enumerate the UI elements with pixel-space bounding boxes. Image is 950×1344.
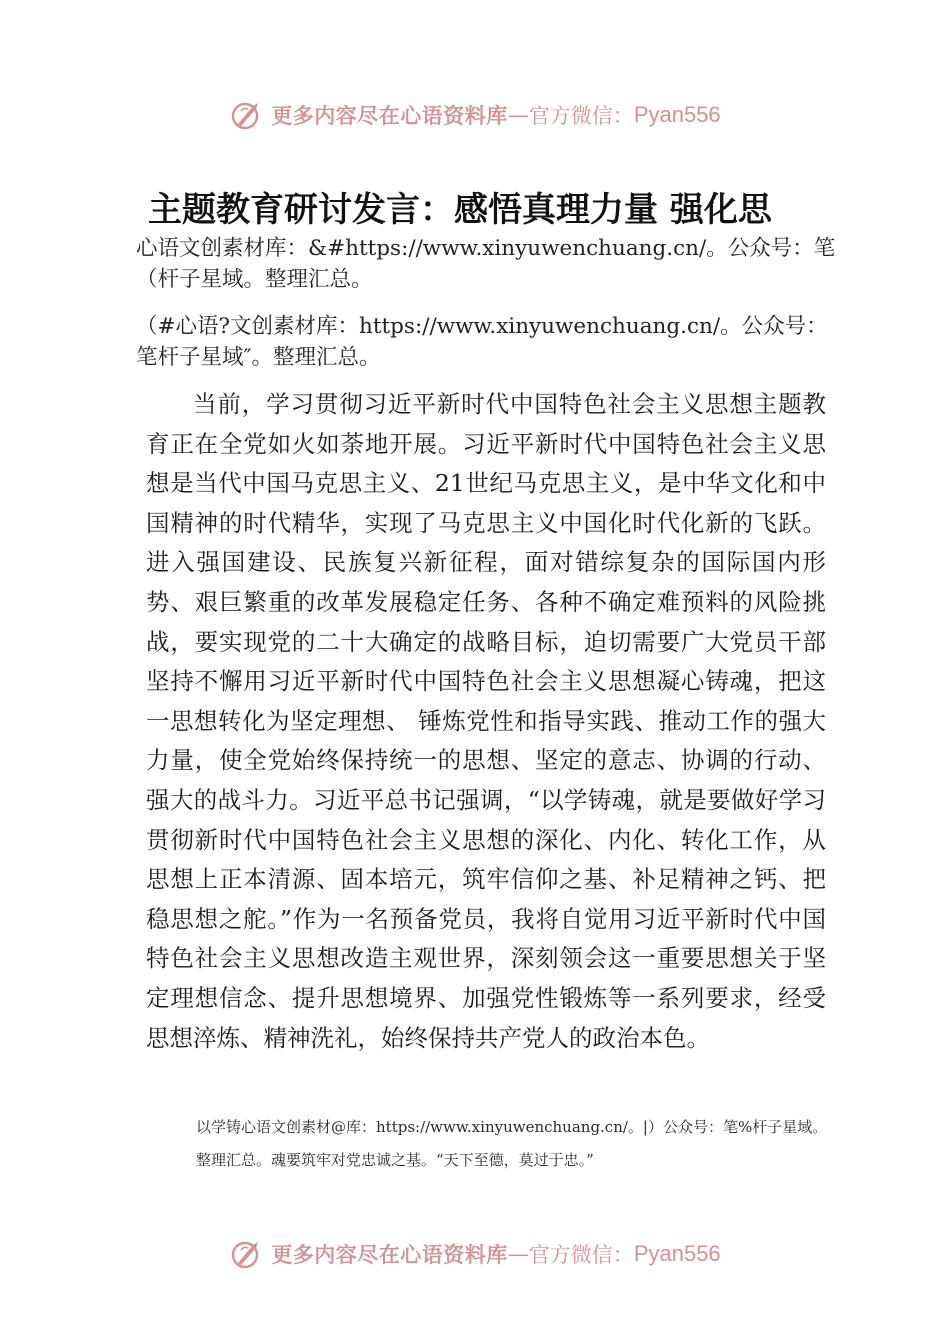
banner-text: 更多内容尽在心语资料库	[271, 1242, 508, 1267]
pen-nib-circle-icon	[229, 97, 265, 133]
banner-wechat-id: Pyan556	[633, 1241, 721, 1266]
banner-wechat-label: 官方微信：	[528, 104, 634, 128]
pen-nib-circle-icon	[229, 1236, 265, 1272]
body-paragraph: 当前，学习贯彻习近平新时代中国特色社会主义思想主题教育正在全党如火如荼地开展。习近平新时代中国特色社会主义思想是当代中国马克思主义、21世纪马克思主义，是中华文化和中国精神的时代精华，实现了马克思主义中国化时代化新的飞跃。进入强国建设、民族复兴新征程，面对错综复杂的国际国内形势、艰巨繁重的改革发展稳定任务、各种不确定难预料的风险挑战，要实现党的二十大确定的战略目标，迫切需要广大党员干部坚持不懈用习近平新时代中国特色社会主义思想凝心铸魂，把这一思想转化为坚定理想、 锤炼党性和指导实践、推动工作的强大力量，使全党始终保持统一的思想、坚定的意志、协调的行动、强大的战斗力。习近平总书记强调，“以学铸魂，就是要做好学习贯彻新时代中国特色社会主义思想的深化、内化、转化工作，从思想上正本清源、固本培元，筑牢信仰之基、补足精神之钙、把稳思想之舵。”作为一名预备党员，我将自觉用习近平新时代中国特色社会主义思想改造主观世界，深刻领会这一重要思想关于坚定理想信念、提升思想境界、加强党性锻炼等一系列要求，经受思想淬炼、精神洗礼，始终保持共产党人的政治本色。	[146, 390, 826, 1052]
footnote-paragraph: 以学铸心语文创素材@库：https://www.xinyuwenchuang.cn/。|）公众号：笔%杆子星域。整理汇总。魂要筑牢对党忠诚之基。“天下至德，莫过于忠。”	[196, 1118, 828, 1169]
source-note-2: （#心语?文创素材库：https://www.xinyuwenchuang.cn/。公众号：笔杆子星域″。整理汇总。	[136, 314, 828, 370]
banner-wechat-label: 官方微信：	[528, 1243, 634, 1267]
header-banner	[0, 93, 950, 137]
banner-dash: —	[507, 1242, 529, 1266]
banner-wechat-id: Pyan556	[633, 102, 721, 127]
footer-banner	[0, 1232, 950, 1276]
banner-dash: —	[507, 103, 529, 127]
source-note-1: 心语文创素材库：&#https://www.xinyuwenchuang.cn/。公众号：笔（杆子星域。整理汇总。	[136, 236, 836, 292]
banner-text: 更多内容尽在心语资料库	[271, 103, 508, 128]
document-title: 主题教育研讨发言：感悟真理力量 强化思	[148, 190, 772, 230]
